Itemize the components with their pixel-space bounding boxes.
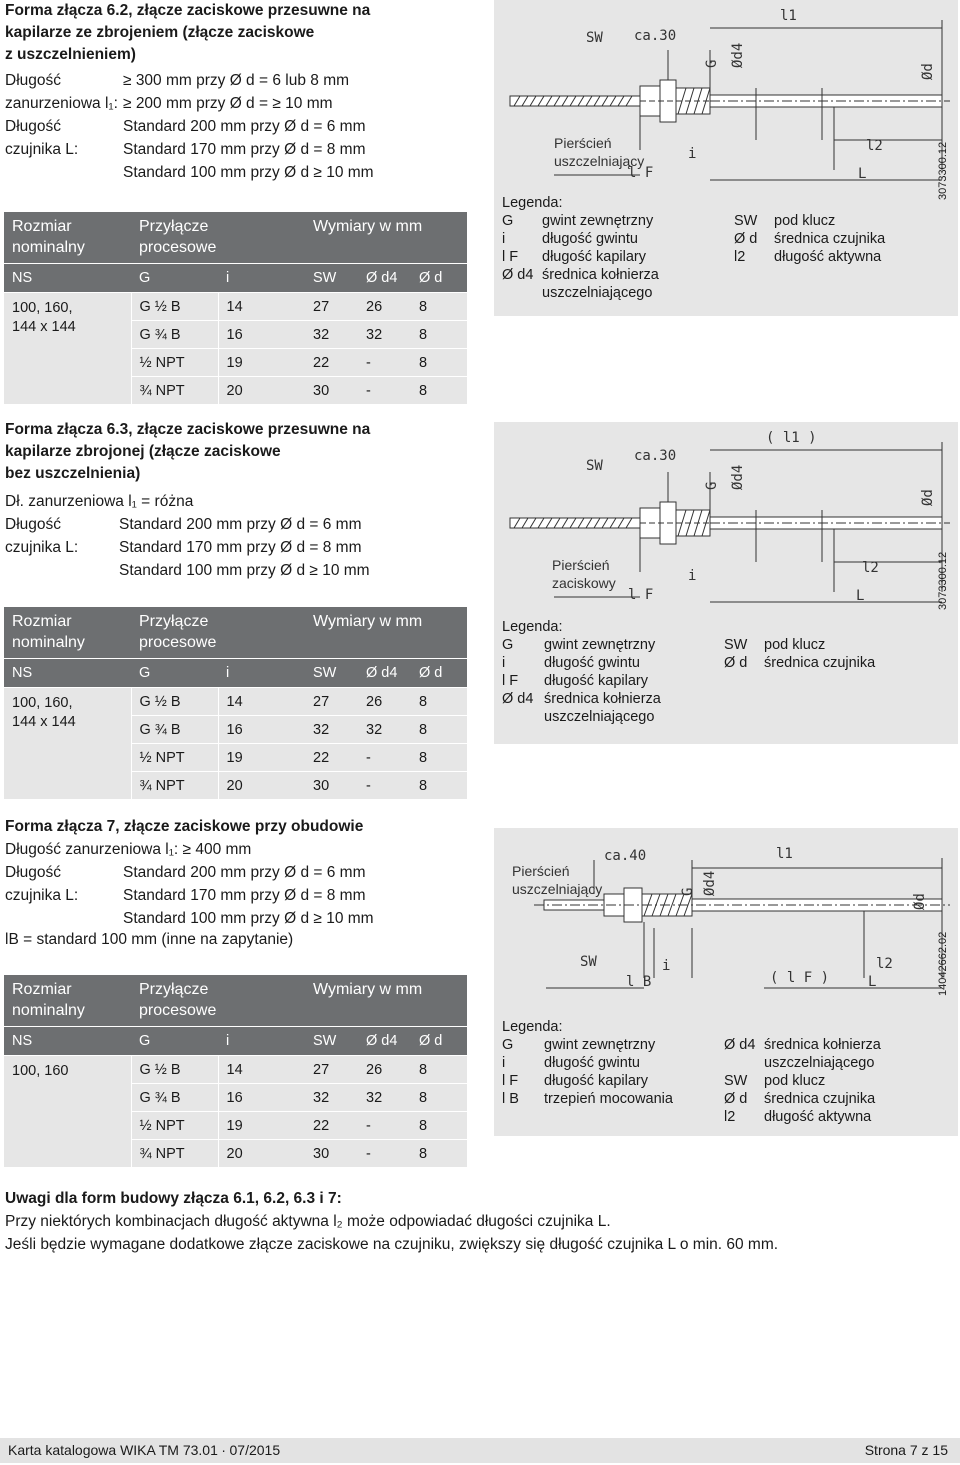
table-row: G ¾ B 16 32 32 8 xyxy=(4,321,467,349)
drawing-code: 3073300.12 xyxy=(937,141,949,200)
svg-text:i: i xyxy=(662,958,671,974)
label-d: Ød xyxy=(920,63,936,80)
table-row: 100, 160, 144 x 144 G ½ B 14 27 26 8 xyxy=(4,293,467,321)
legend-left: G gwint zewnętrzny i długość gwintu l F długość kapilary Ø d4 średnica kołnierza uszczelniającego xyxy=(502,637,661,725)
label-L: L xyxy=(858,166,867,182)
form62-title: Forma złącza 6.2, złącze zaciskowe przesuwne na kapilarze ze zbrojeniem (złącze zaciskowe z uszczelnieniem) xyxy=(5,2,371,63)
svg-text:L: L xyxy=(856,588,865,604)
table-row: G ¾ B 16 32 32 8 xyxy=(4,716,467,744)
form7-insertion-spec: Długość zanurzeniowa l₁: ≥ 400 mm xyxy=(5,841,252,858)
label-g: G xyxy=(704,59,720,68)
table-row: ½ NPT 19 22 - 8 xyxy=(4,349,467,377)
legend-title: Legenda: xyxy=(502,195,563,211)
svg-text:L: L xyxy=(868,974,877,990)
svg-text:Ød4: Ød4 xyxy=(730,464,746,490)
label-i: i xyxy=(688,146,697,162)
form62-drawing xyxy=(494,0,958,316)
ring-label: Pierścień uszczelniający xyxy=(512,863,603,897)
svg-text:l2: l2 xyxy=(862,560,879,576)
table-row: ½ NPT 19 22 - 8 xyxy=(4,744,467,772)
footer-page-number: Strona 7 z 15 xyxy=(864,1442,948,1458)
form63-dimensions-table: Rozmiar nominalny Przyłącze procesowe Wymiary w mm NS G i SW Ø d4 Ø d 100, 160, 144 x 144 G ½ B 14 27 26 8 G ¾ B 16 32 32 8 ½ NPT 19 22 - 8 ¾ NPT 20 30 - 8 xyxy=(4,607,467,799)
label-ca30: ca.30 xyxy=(634,28,677,44)
svg-text:Ød: Ød xyxy=(912,893,928,910)
svg-text:G: G xyxy=(680,887,696,896)
form7-drawing xyxy=(494,828,958,1136)
drawing-code: 14042662.02 xyxy=(937,931,949,996)
notes-line-2: Jeśli będzie wymagane dodatkowe złącze zaciskowe na czujniku, zwiększy się długość czujnika L o min. 60 mm. xyxy=(5,1236,779,1253)
drawing-code: 3073300.12 xyxy=(937,551,949,610)
svg-text:ca.40: ca.40 xyxy=(604,848,647,864)
header-dims: Wymiary w mm xyxy=(305,212,467,264)
svg-text:i: i xyxy=(688,568,697,584)
legend-right: SW pod klucz Ø d średnica czujnika l2 długość aktywna xyxy=(734,213,886,265)
header-nominal: Rozmiar nominalny xyxy=(4,212,131,264)
form7-lb-spec: lB = standard 100 mm (inne na zapytanie) xyxy=(5,931,294,948)
form63-insertion-spec: Dł. zanurzeniowa l₁ = różna xyxy=(5,493,194,510)
legend-left: G gwint zewnętrzny i długość gwintu l F długość kapilary l B trzepień mocowania xyxy=(502,1037,673,1107)
page-footer xyxy=(0,1438,960,1463)
table-row: ¾ NPT 20 30 - 8 xyxy=(4,377,467,405)
table-row: ¾ NPT 20 30 - 8 xyxy=(4,772,467,800)
legend-title: Legenda: xyxy=(502,619,563,635)
svg-text:( l1 ): ( l1 ) xyxy=(766,430,817,446)
svg-text:l1: l1 xyxy=(776,846,793,862)
legend-right: Ø d4 średnica kołnierza uszczelniającego SW pod klucz Ø d średnica czujnika l2 długość aktywna xyxy=(724,1037,881,1125)
table-row: G ¾ B 16 32 32 8 xyxy=(4,1084,467,1112)
legend-right: SW pod klucz Ø d średnica czujnika xyxy=(724,637,876,671)
form7-dimensions-table: Rozmiar nominalny Przyłącze procesowe Wymiary w mm NS G i SW Ø d4 Ø d 100, 160 G ½ B 14 27 26 8 G ¾ B 16 32 32 8 ½ NPT 19 22 - 8 ¾ NPT 20 30 - 8 xyxy=(4,975,467,1167)
ring-label: Pierścień uszczelniający xyxy=(554,135,645,169)
svg-text:Ød: Ød xyxy=(920,489,936,506)
label-l2: l2 xyxy=(866,138,883,154)
footer-left: Karta katalogowa WIKA TM 73.01 ∙ 07/2015 xyxy=(8,1442,281,1458)
table-row: 100, 160 G ½ B 14 27 26 8 xyxy=(4,1056,467,1084)
table-row: ½ NPT 19 22 - 8 xyxy=(4,1112,467,1140)
legend-title: Legenda: xyxy=(502,1019,563,1035)
notes-line-1: Przy niektórych kombinacjach długość aktywna l₂ może odpowiadać długości czujnika L. xyxy=(5,1213,611,1230)
table-row: ¾ NPT 20 30 - 8 xyxy=(4,1140,467,1168)
svg-text:G: G xyxy=(704,481,720,490)
svg-text:SW: SW xyxy=(586,458,603,474)
form63-title: Forma złącza 6.3, złącze zaciskowe przesuwne na kapilarze zbrojonej (złącze zaciskowe bez uszczelnienia) xyxy=(5,421,371,482)
notes-heading: Uwagi dla form budowy złącza 6.1, 6.2, 6.3 i 7: xyxy=(5,1190,342,1207)
label-sw: SW xyxy=(586,30,603,46)
legend-left: G gwint zewnętrzny i długość gwintu l F długość kapilary Ø d4 średnica kołnierza uszczelniającego xyxy=(502,213,659,301)
svg-text:l2: l2 xyxy=(876,956,893,972)
svg-text:Ød4: Ød4 xyxy=(702,870,718,896)
form62-dimensions-table: Rozmiar nominalny Przyłącze procesowe Wymiary w mm NS G i SW Ø d4 Ø d 100, 160, 144 x 144 G ½ B 14 27 26 8 G ¾ B 16 32 32 8 ½ NPT 19 22 - 8 ¾ NPT 20 30 - 8 xyxy=(4,212,467,404)
form7-title: Forma złącza 7, złącze zaciskowe przy obudowie xyxy=(5,818,364,835)
svg-text:l F: l F xyxy=(628,587,654,603)
svg-text:l B: l B xyxy=(626,974,652,990)
label-d4: Ød4 xyxy=(730,42,746,68)
ring-label: Pierścień zaciskowy xyxy=(552,557,616,591)
svg-text:SW: SW xyxy=(580,954,597,970)
label-lf: l F xyxy=(628,165,654,181)
form63-drawing xyxy=(494,422,958,744)
header-process: Przyłącze procesowe xyxy=(131,212,305,264)
label-l1: l1 xyxy=(780,8,797,24)
svg-text:ca.30: ca.30 xyxy=(634,448,677,464)
table-row: 100, 160, 144 x 144 G ½ B 14 27 26 8 xyxy=(4,688,467,716)
svg-text:( l F ): ( l F ) xyxy=(770,970,830,986)
